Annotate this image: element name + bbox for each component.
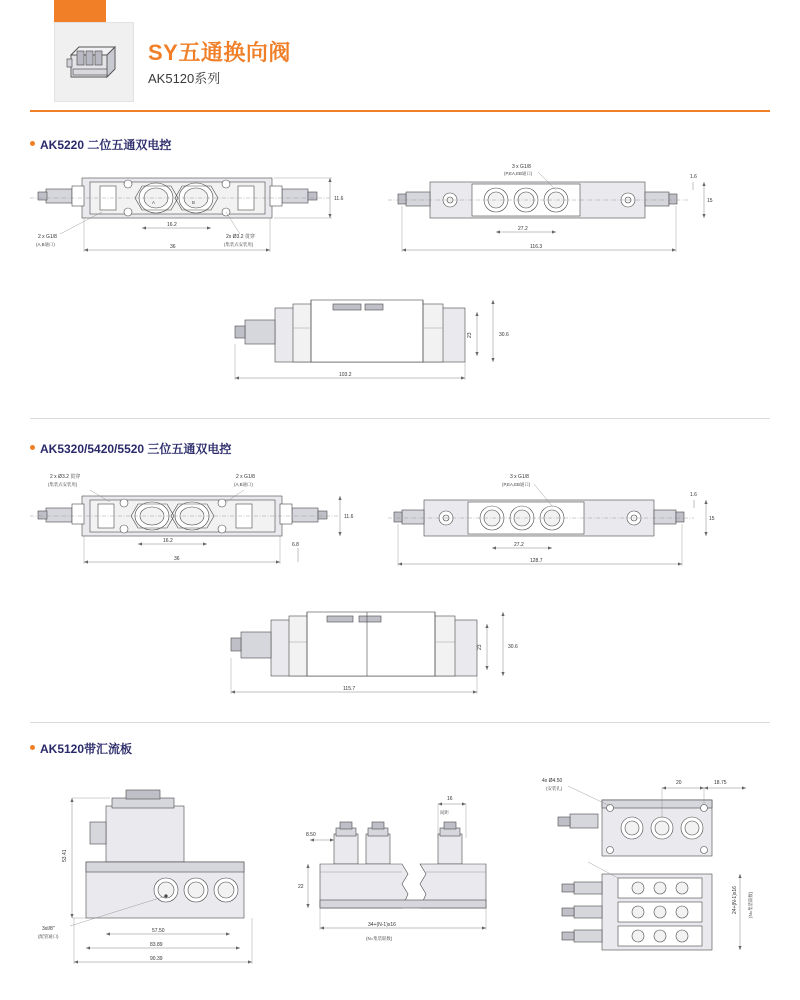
svg-text:128.7: 128.7 xyxy=(530,558,543,564)
svg-text:8.50: 8.50 xyxy=(306,832,316,838)
svg-text:83.89: 83.89 xyxy=(150,942,163,948)
svg-text:1.6: 1.6 xyxy=(690,174,697,180)
svg-text:23: 23 xyxy=(467,332,473,338)
svg-text:4x Ø4.50: 4x Ø4.50 xyxy=(542,778,563,784)
svg-text:90.39: 90.39 xyxy=(150,956,163,962)
svg-text:(集装式安装用): (集装式安装用) xyxy=(224,242,254,247)
section-divider-1 xyxy=(30,418,770,419)
page-header xyxy=(0,0,800,118)
ak5320-top-view xyxy=(30,468,370,578)
valve-icon xyxy=(65,39,123,85)
page-title: SY五通换向阀 xyxy=(148,40,291,65)
svg-text:2 x G1/8: 2 x G1/8 xyxy=(236,474,255,480)
svg-text:53.41: 53.41 xyxy=(62,849,68,862)
svg-text:(P,EA,EB通口): (P,EA,EB通口) xyxy=(504,171,533,176)
svg-text:(P,EA,EB通口): (P,EA,EB通口) xyxy=(502,482,531,487)
svg-text:30.6: 30.6 xyxy=(499,332,509,338)
svg-text:16.2: 16.2 xyxy=(163,538,173,544)
svg-text:B: B xyxy=(192,200,195,205)
svg-text:57.50: 57.50 xyxy=(152,928,165,934)
svg-text:34+(N-1)x16: 34+(N-1)x16 xyxy=(368,922,396,928)
svg-text:15: 15 xyxy=(709,516,715,522)
ak5220-bottom-view xyxy=(388,160,718,270)
section-title-text: AK5120带汇流板 xyxy=(40,742,133,756)
ak5320-bottom-view xyxy=(388,468,718,578)
svg-text:11.6: 11.6 xyxy=(344,514,354,520)
svg-text:(A,B通口): (A,B通口) xyxy=(234,482,253,487)
page-subtitle: AK5120系列 xyxy=(148,71,221,86)
svg-text:36: 36 xyxy=(170,244,176,250)
svg-text:(集装式安装用): (集装式安装用) xyxy=(48,482,78,487)
svg-text:27.2: 27.2 xyxy=(518,226,528,232)
svg-text:(安装孔): (安装孔) xyxy=(546,786,563,791)
header-text-block xyxy=(148,40,291,88)
ak5120-manifold-assembly-view xyxy=(528,770,780,970)
svg-text:23: 23 xyxy=(477,644,483,650)
svg-text:2 x Ø3.2 贯穿: 2 x Ø3.2 贯穿 xyxy=(50,474,81,480)
bullet-icon xyxy=(30,745,35,750)
svg-text:20: 20 xyxy=(676,780,682,786)
svg-text:115.7: 115.7 xyxy=(343,686,356,692)
svg-text:103.2: 103.2 xyxy=(339,372,352,378)
svg-text:36: 36 xyxy=(174,556,180,562)
section-title-ak5120 xyxy=(0,740,132,757)
svg-text:1.6: 1.6 xyxy=(690,492,697,498)
svg-text:2x Ø3.2 贯穿: 2x Ø3.2 贯穿 xyxy=(226,234,255,240)
section-title-text: AK5220 二位五通双电控 xyxy=(40,138,172,152)
svg-text:(A,B通口): (A,B通口) xyxy=(36,242,55,247)
section-title-ak5220 xyxy=(0,136,171,153)
section-title-ak5320 xyxy=(0,440,231,457)
svg-text:(N=集装联数): (N=集装联数) xyxy=(748,891,753,918)
label-port-g18: 2 x G1/8 xyxy=(38,234,57,240)
section-title-text: AK5320/5420/5520 三位五通双电控 xyxy=(40,442,232,456)
svg-text:(配管通口): (配管通口) xyxy=(38,934,59,939)
svg-text:间距: 间距 xyxy=(440,810,449,815)
svg-text:15: 15 xyxy=(707,198,713,204)
svg-text:16: 16 xyxy=(447,796,453,802)
svg-text:(N=集装联数): (N=集装联数) xyxy=(366,936,393,941)
svg-text:27.2: 27.2 xyxy=(514,542,524,548)
svg-text:24+(N-1)x16: 24+(N-1)x16 xyxy=(732,886,738,914)
section-divider-2 xyxy=(30,722,770,723)
ak5120-manifold-front-view xyxy=(30,778,280,968)
svg-text:22: 22 xyxy=(298,884,304,890)
ak5220-side-view xyxy=(215,282,545,392)
ak5220-top-view xyxy=(30,160,370,270)
ak5320-side-view xyxy=(215,590,545,705)
svg-text:3xI/8": 3xI/8" xyxy=(42,926,55,932)
header-icon-box xyxy=(54,22,134,102)
bullet-icon xyxy=(30,141,35,146)
svg-text:3 x G1/8: 3 x G1/8 xyxy=(510,474,529,480)
svg-text:18.75: 18.75 xyxy=(714,780,727,786)
svg-text:30.6: 30.6 xyxy=(508,644,518,650)
bullet-icon xyxy=(30,445,35,450)
svg-text:6.8: 6.8 xyxy=(292,542,299,548)
header-divider xyxy=(30,110,770,112)
ak5120-manifold-multi-view xyxy=(290,778,520,968)
svg-text:116.3: 116.3 xyxy=(530,244,543,250)
svg-text:A: A xyxy=(152,200,155,205)
header-accent-bar xyxy=(54,0,106,22)
svg-text:3 x G1/8: 3 x G1/8 xyxy=(512,164,531,170)
svg-text:11.6: 11.6 xyxy=(334,196,344,202)
svg-text:16.2: 16.2 xyxy=(167,222,177,228)
